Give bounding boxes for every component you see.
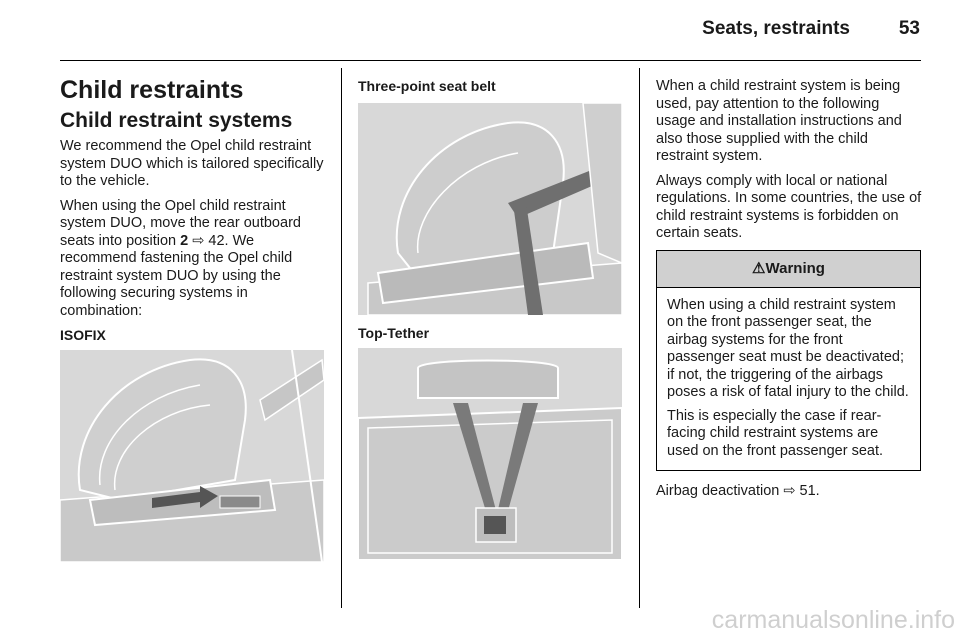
column-right — [656, 78, 922, 508]
instructions-paragraph: When a child restraint system is being used, pay attention to the following usage and installation instructions and also those supplied with the child restraint system. — [656, 78, 902, 164]
isofix-caption: ISOFIX — [60, 327, 106, 343]
subsection-title: Child restraint systems — [60, 109, 293, 132]
top-tether-illustration — [358, 348, 622, 560]
header-divider — [60, 60, 921, 61]
seat-belt-caption: Three-point seat belt — [358, 78, 496, 94]
airbag-reference: Airbag deactivation ⇨ 51. — [656, 483, 820, 499]
warning-text-2: This is especially the case if rear-facing child restraint systems are used on the front passenger seat. — [667, 407, 884, 459]
warning-title: Warning — [765, 259, 825, 277]
three-point-belt-illustration — [358, 103, 622, 315]
page-reference-arrow-icon: ⇨ — [783, 483, 796, 499]
top-tether-caption: Top-Tether — [358, 325, 430, 341]
warning-text-1: When using a child restraint system on the front passenger seat, the airbag systems for the front passenger seat must be deactivated; if not, the triggering of the airbags poses a risk of fatal injury to the child. — [667, 296, 909, 400]
page-header-title: Seats, restraints — [702, 18, 850, 39]
intro-paragraph: We recommend the Opel child restraint system DUO which is tailored specifically to the vehicle. — [60, 138, 324, 189]
warning-header — [657, 251, 920, 288]
column-middle — [358, 70, 624, 560]
section-title: Child restraints — [60, 76, 244, 104]
column-divider-2 — [639, 68, 640, 608]
warning-box — [656, 250, 921, 472]
page-number: 53 — [898, 18, 920, 39]
column-left — [60, 70, 328, 562]
warning-triangle-icon: ⚠ — [752, 259, 766, 277]
regulations-paragraph: Always comply with local or national regulations. In some countries, the use of child restraint systems is forbidden on certain seats. — [656, 172, 922, 241]
watermark: carmanualsonline.info — [711, 606, 955, 634]
seat-position-number: 2 — [180, 232, 189, 249]
column-divider-1 — [341, 68, 342, 608]
isofix-illustration — [60, 350, 324, 562]
usage-paragraph: When using the Opel child restraint system DUO, move the rear outboard seats into position 2 ⇨ 42. We recommend fastening the Opel child restraint system DUO by using the following securing systems in combination: — [60, 197, 301, 319]
warning-body — [657, 288, 920, 471]
page-reference-arrow-icon: ⇨ — [192, 232, 205, 249]
